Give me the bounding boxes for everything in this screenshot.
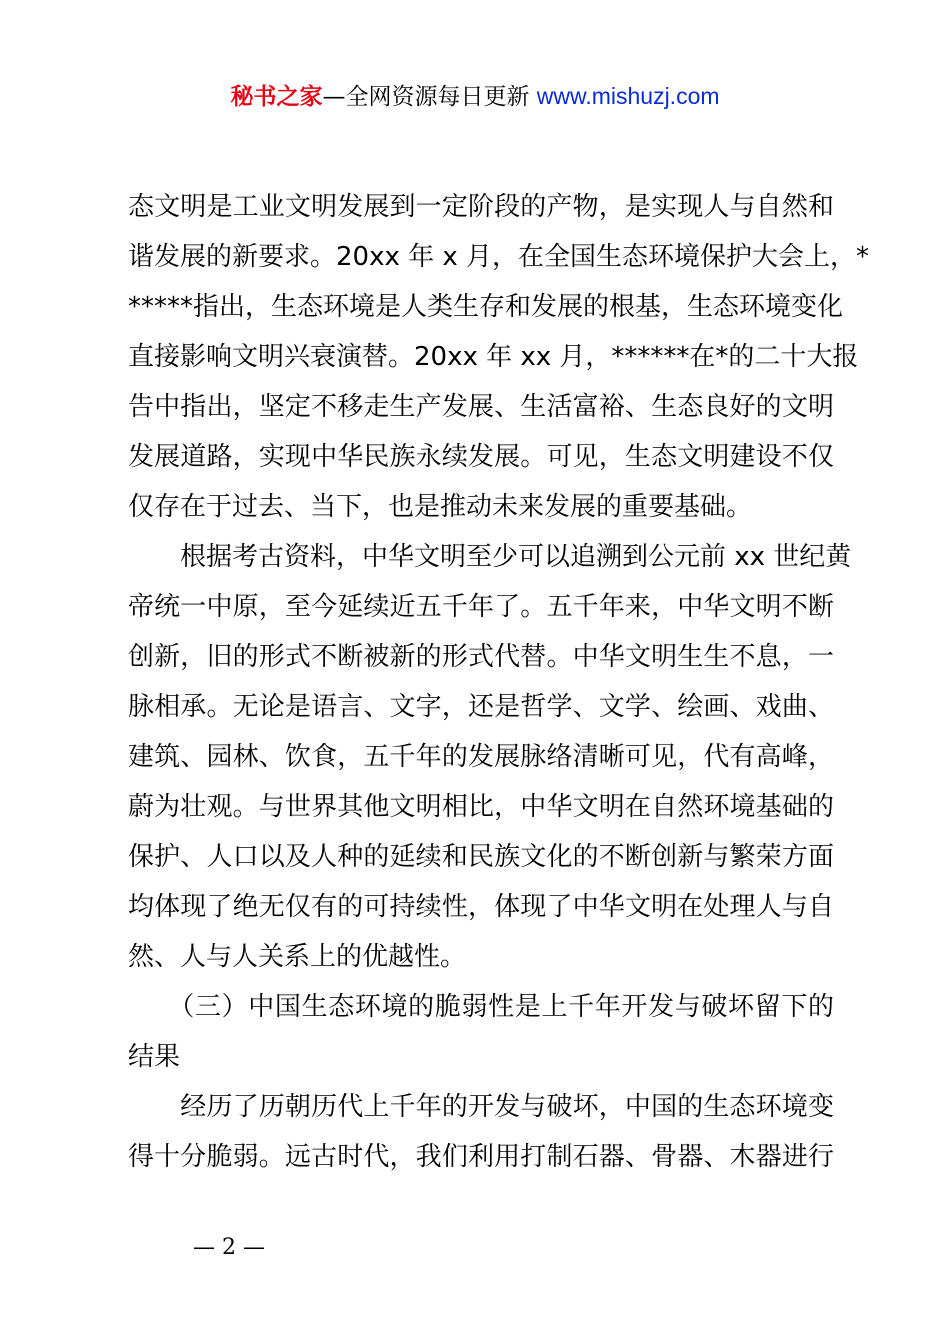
header-site-link[interactable]: www.mishuzj.com	[536, 83, 720, 109]
document-header	[0, 78, 950, 115]
text-line: 直接影响文明兴衰演替。20xx 年 xx 月，******在*的二十大报	[128, 342, 859, 372]
text-line: 保护、人口以及人种的延续和民族文化的不断创新与繁荣方面	[128, 842, 834, 872]
text-line: 态文明是工业文明发展到一定阶段的产物，是实现人与自然和	[128, 192, 834, 222]
header-tagline: —全网资源每日更新	[322, 84, 537, 110]
text-line: 经历了历朝历代上千年的开发与破坏，中国的生态环境变	[128, 1092, 834, 1122]
text-line: 得十分脆弱。远古时代，我们利用打制石器、骨器、木器进行	[128, 1142, 834, 1172]
text-line: 脉相承。无论是语言、文字，还是哲学、文学、绘画、戏曲、	[128, 692, 834, 722]
text-line: 发展道路，实现中华民族永续发展。可见，生态文明建设不仅	[128, 442, 834, 472]
text-line: 谐发展的新要求。20xx 年 x 月，在全国生态环境保护大会上，*	[128, 242, 870, 272]
section-heading-line: （三）中国生态环境的脆弱性是上千年开发与破坏留下的	[128, 992, 834, 1022]
text-line: 告中指出，坚定不移走生产发展、生活富裕、生态良好的文明	[128, 392, 834, 422]
document-body	[128, 182, 870, 1182]
page-number: — 2 —	[193, 1235, 265, 1260]
text-line: 根据考古资料，中华文明至少可以追溯到公元前 xx 世纪黄	[128, 542, 852, 572]
text-line: 然、人与人关系上的优越性。	[128, 942, 467, 972]
text-line: 仅存在于过去、当下，也是推动未来发展的重要基础。	[128, 492, 753, 522]
text-line: 均体现了绝无仅有的可持续性，体现了中华文明在处理人与自	[128, 892, 834, 922]
text-line: *****指出，生态环境是人类生存和发展的根基，生态环境变化	[128, 292, 844, 322]
header-brand: 秘书之家	[230, 84, 323, 110]
text-line: 创新，旧的形式不断被新的形式代替。中华文明生生不息，一	[128, 642, 834, 672]
section-heading-line: 结果	[128, 1042, 181, 1072]
text-line: 建筑、园林、饮食，五千年的发展脉络清晰可见，代有高峰，	[128, 742, 834, 772]
text-line: 帝统一中原，至今延续近五千年了。五千年来，中华文明不断	[128, 592, 834, 622]
text-line: 蔚为壮观。与世界其他文明相比，中华文明在自然环境基础的	[128, 792, 834, 822]
